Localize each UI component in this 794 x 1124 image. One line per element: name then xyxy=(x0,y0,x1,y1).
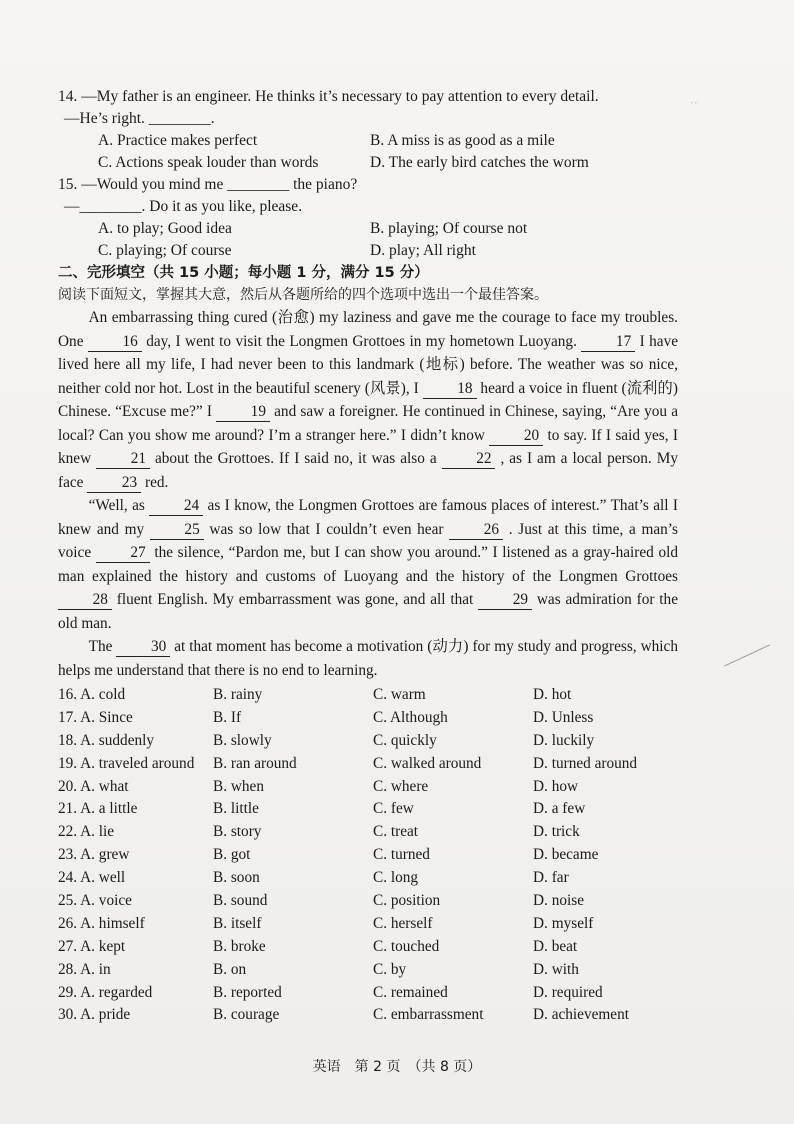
option-18-a[interactable]: 18. A. suddenly xyxy=(58,731,155,749)
option-26-c[interactable]: C. herself xyxy=(373,914,433,932)
option-21-b[interactable]: B. little xyxy=(213,800,259,818)
option-28-c[interactable]: C. by xyxy=(373,960,407,978)
passage-text: , as I am a local person. My face xyxy=(58,450,678,491)
passage-text: and saw a foreigner. He continued in Chinese, saying, “Are you a local? Can you show me around? I’m a stranger here.” I didn’t know xyxy=(58,403,678,444)
option-25-d[interactable]: D. noise xyxy=(533,892,584,910)
option-row-30 xyxy=(58,1004,678,1027)
blank-17[interactable]: 17 xyxy=(581,333,635,352)
option-row-16 xyxy=(58,684,678,707)
blank-28[interactable]: 28 xyxy=(58,591,112,610)
exam-content xyxy=(58,86,678,1027)
blank-24[interactable]: 24 xyxy=(149,497,203,516)
passage-paragraph-1 xyxy=(58,306,678,494)
option-row-25 xyxy=(58,890,678,913)
passage-text: The xyxy=(88,638,117,655)
option-23-d[interactable]: D. became xyxy=(533,846,599,864)
option-19-d[interactable]: D. turned around xyxy=(533,754,638,772)
blank-27[interactable]: 27 xyxy=(96,544,150,563)
section-2-instruction: 阅读下面短文，掌握其大意，然后从各题所给的四个选项中选出一个最佳答案。 xyxy=(58,287,548,303)
question-14-option-a[interactable]: A. Practice makes perfect xyxy=(98,132,258,149)
question-15-options-row-2 xyxy=(58,240,678,262)
question-14-options-row-1 xyxy=(58,130,678,152)
option-27-c[interactable]: C. touched xyxy=(373,937,440,955)
option-30-c[interactable]: C. embarrassment xyxy=(373,1006,484,1024)
blank-23[interactable]: 23 xyxy=(87,474,141,493)
passage-text: red. xyxy=(141,473,169,491)
option-18-c[interactable]: C. quickly xyxy=(373,731,437,749)
passage-text: was so low that I couldn’t even hear xyxy=(203,520,450,538)
option-row-19 xyxy=(58,753,678,776)
option-16-b[interactable]: B. rainy xyxy=(213,686,263,703)
question-15-option-d[interactable]: D. play; All right xyxy=(370,242,476,259)
option-row-27 xyxy=(58,936,678,959)
question-14-stem: 14. —My father is an engineer. He thinks it’s necessary to pay attention to every detail. xyxy=(58,88,599,105)
option-27-d[interactable]: D. beat xyxy=(533,937,578,955)
option-19-b[interactable]: B. ran around xyxy=(213,754,297,772)
page-footer: 英语 第 2 页 （共 8 页） xyxy=(312,1059,482,1075)
option-16-d[interactable]: D. hot xyxy=(533,686,572,703)
bleed-through-mark: ·· xyxy=(690,96,698,110)
question-14-option-d[interactable]: D. The early bird catches the worm xyxy=(370,154,589,171)
blank-25[interactable]: 25 xyxy=(150,521,204,540)
blank-16[interactable]: 16 xyxy=(88,333,142,352)
passage-text: . Just at this time, a man’s voice xyxy=(58,520,678,561)
section-2-title: 二、完形填空（共 15 小题；每小题 1 分，满分 15 分） xyxy=(58,265,429,281)
question-14-options-row-2 xyxy=(58,152,678,174)
option-30-a[interactable]: 30. A. pride xyxy=(58,1006,131,1024)
passage-text: to say. If I said yes, I knew xyxy=(58,426,678,467)
option-27-b[interactable]: B. broke xyxy=(213,937,266,955)
blank-26[interactable]: 26 xyxy=(449,521,503,540)
option-row-24 xyxy=(58,867,678,890)
passage-text: at that moment has become a motivation (动力) for my study and progress, which helps me understand that there is no end to learning. xyxy=(58,638,678,679)
question-15-option-c[interactable]: C. playing; Of course xyxy=(98,242,232,259)
option-30-d[interactable]: D. achievement xyxy=(533,1006,629,1024)
option-row-29 xyxy=(58,982,678,1005)
option-25-c[interactable]: C. position xyxy=(373,892,441,910)
option-20-b[interactable]: B. when xyxy=(213,777,264,795)
option-21-d[interactable]: D. a few xyxy=(533,800,586,818)
passage-text: as I know, the Longmen Grottoes are famous places of interest.” That’s all I knew and my xyxy=(58,497,678,538)
option-29-a[interactable]: 29. A. regarded xyxy=(58,983,153,1001)
question-15-reply: —________. Do it as you like, please. xyxy=(64,198,303,215)
blank-30[interactable]: 30 xyxy=(116,638,170,657)
option-22-c[interactable]: C. treat xyxy=(373,823,419,841)
blank-22[interactable]: 22 xyxy=(442,450,496,469)
option-row-17 xyxy=(58,707,678,730)
option-20-d[interactable]: D. how xyxy=(533,777,579,795)
blank-21[interactable]: 21 xyxy=(96,450,150,469)
question-14-option-c[interactable]: C. Actions speak louder than words xyxy=(98,154,319,171)
question-14-reply: —He’s right. ________. xyxy=(64,110,215,127)
option-27-a[interactable]: 27. A. kept xyxy=(58,937,126,955)
option-20-c[interactable]: C. where xyxy=(373,777,429,795)
blank-20[interactable]: 20 xyxy=(489,427,543,446)
pen-stroke xyxy=(724,644,770,666)
cloze-passage xyxy=(58,306,678,682)
option-20-a[interactable]: 20. A. what xyxy=(58,777,129,795)
option-23-a[interactable]: 23. A. grew xyxy=(58,846,130,864)
option-row-18 xyxy=(58,730,678,753)
passage-text: I have lived here all my life, I had never been to this landmark (地标) before. The weather was so nice, neither cold nor hot. Lost in the beautiful scenery (风景), I xyxy=(58,332,679,397)
question-15-stem: 15. —Would you mind me ________ the piano? xyxy=(58,176,358,193)
option-22-d[interactable]: D. trick xyxy=(533,823,580,841)
passage-paragraph-2 xyxy=(58,494,678,635)
passage-text: about the Grottoes. If I said no, it was also a xyxy=(150,450,442,467)
passage-text: was admiration for the old man. xyxy=(58,591,678,632)
option-18-d[interactable]: D. luckily xyxy=(533,731,595,749)
blank-29[interactable]: 29 xyxy=(478,591,532,610)
option-25-a[interactable]: 25. A. voice xyxy=(58,892,132,910)
option-22-a[interactable]: 22. A. lie xyxy=(58,823,115,841)
option-18-b[interactable]: B. slowly xyxy=(213,731,272,749)
option-23-b[interactable]: B. got xyxy=(213,846,251,864)
option-17-a[interactable]: 17. A. Since xyxy=(58,708,133,726)
question-15-option-a[interactable]: A. to play; Good idea xyxy=(98,220,232,237)
option-21-c[interactable]: C. few xyxy=(373,800,414,818)
option-row-28 xyxy=(58,959,678,982)
option-16-a[interactable]: 16. A. cold xyxy=(58,686,126,703)
option-23-c[interactable]: C. turned xyxy=(373,846,430,864)
blank-19[interactable]: 19 xyxy=(216,403,270,422)
passage-paragraph-3 xyxy=(58,635,678,682)
passage-text: day, I went to visit the Longmen Grottoes in my hometown Luoyang. xyxy=(141,332,582,350)
passage-text: An embarrassing thing cured (治愈) my laziness and gave me the courage to face my troubles. One xyxy=(58,309,678,350)
option-17-c[interactable]: C. Although xyxy=(373,708,448,726)
cloze-options-grid xyxy=(58,684,678,1027)
passage-text: heard a voice in fluent (流利的) Chinese. “Excuse me?” I xyxy=(58,379,678,420)
option-row-23 xyxy=(58,844,678,867)
option-16-c[interactable]: C. warm xyxy=(373,686,426,703)
passage-text: the silence, “Pardon me, but I can show you around.” I listened as a gray-haired old man explained the history and customs of Luoyang and the history of the Longmen Grottoes xyxy=(58,544,678,585)
option-24-c[interactable]: C. long xyxy=(373,869,419,887)
option-29-d[interactable]: D. required xyxy=(533,983,603,1001)
option-row-20 xyxy=(58,776,678,799)
option-21-a[interactable]: 21. A. a little xyxy=(58,800,138,818)
option-row-21 xyxy=(58,798,678,821)
option-28-d[interactable]: D. with xyxy=(533,960,579,978)
option-24-b[interactable]: B. soon xyxy=(213,869,260,887)
option-26-a[interactable]: 26. A. himself xyxy=(58,914,145,932)
option-29-c[interactable]: C. remained xyxy=(373,983,448,1001)
option-row-26 xyxy=(58,913,678,936)
option-25-b[interactable]: B. sound xyxy=(213,892,268,910)
option-29-b[interactable]: B. reported xyxy=(213,983,282,1001)
option-24-d[interactable]: D. far xyxy=(533,869,569,887)
option-24-a[interactable]: 24. A. well xyxy=(58,869,126,887)
question-14-option-b[interactable]: B. A miss is as good as a mile xyxy=(370,132,555,149)
option-28-a[interactable]: 28. A. in xyxy=(58,960,111,978)
option-19-a[interactable]: 19. A. traveled around xyxy=(58,754,195,772)
blank-18[interactable]: 18 xyxy=(423,380,477,399)
option-17-b[interactable]: B. If xyxy=(213,708,242,726)
option-17-d[interactable]: D. Unless xyxy=(533,708,594,726)
option-22-b[interactable]: B. story xyxy=(213,823,262,841)
option-19-c[interactable]: C. walked around xyxy=(373,754,482,772)
passage-text: “Well, as xyxy=(88,497,150,514)
question-15-option-b[interactable]: B. playing; Of course not xyxy=(370,220,528,237)
option-row-22 xyxy=(58,821,678,844)
question-15-options-row-1 xyxy=(58,218,678,240)
option-26-d[interactable]: D. myself xyxy=(533,914,594,932)
option-26-b[interactable]: B. itself xyxy=(213,914,262,932)
option-30-b[interactable]: B. courage xyxy=(213,1006,280,1024)
passage-text: fluent English. My embarrassment was gone, and all that xyxy=(111,591,479,608)
option-28-b[interactable]: B. on xyxy=(213,960,247,978)
